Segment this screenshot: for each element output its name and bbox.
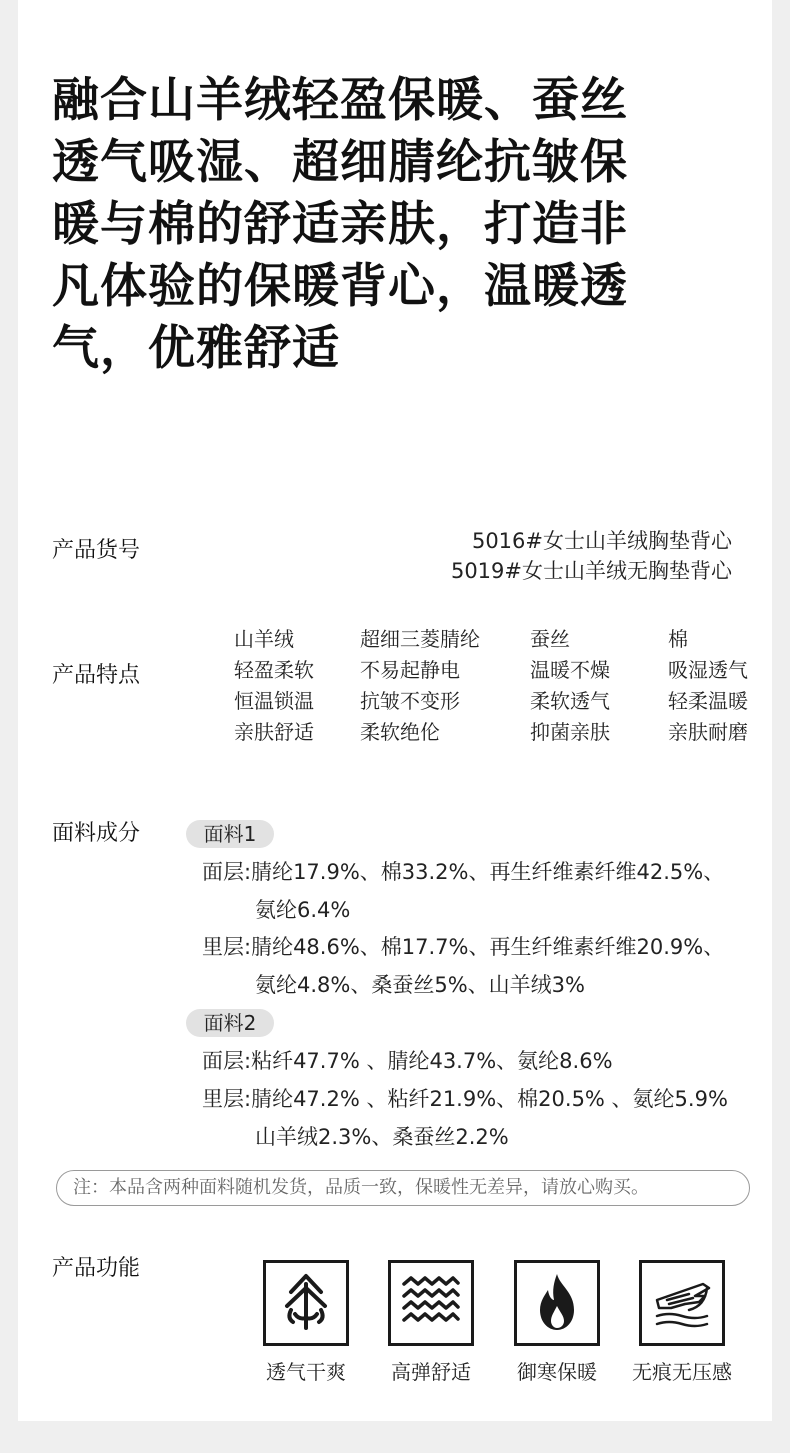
function-label: 透气干爽 <box>266 1360 346 1384</box>
shipping-note: 注：本品含两种面料随机发货，品质一致，保暖性无差异，请放心购买。 <box>56 1170 750 1206</box>
features-row <box>234 717 774 748</box>
feature-cell: 超细三菱腈纶 <box>360 627 480 651</box>
feature-cell: 不易起静电 <box>360 658 460 682</box>
features-row <box>234 686 774 717</box>
function-item <box>632 1260 737 1386</box>
feature-cell: 温暖不燥 <box>530 658 610 682</box>
sku-values <box>451 526 732 586</box>
feature-cell: 柔软绝伦 <box>360 720 440 744</box>
feature-cell: 蚕丝 <box>530 627 570 651</box>
function-item <box>263 1260 361 1386</box>
product-detail-card <box>18 0 772 1421</box>
fabric-2-line: 里层:腈纶47.2% 、粘纤21.9%、棉20.5% 、氨纶5.9% <box>202 1087 728 1111</box>
feature-cell: 棉 <box>668 627 688 651</box>
product-headline <box>52 70 752 380</box>
composition-label: 面料成分 <box>52 821 141 846</box>
fabric-1-line: 氨纶6.4% <box>255 898 351 922</box>
features-grid <box>234 624 774 748</box>
headline-line: 暖与棉的舒适亲肤，打造非 <box>52 197 628 252</box>
headline-line: 凡体验的保暖背心，温暖透 <box>52 259 628 314</box>
functions-label: 产品功能 <box>52 1256 141 1281</box>
feature-cell: 抗皱不变形 <box>360 689 460 713</box>
fabric-2-line: 山羊绒2.3%、桑蚕丝2.2% <box>255 1125 509 1149</box>
fabric-1-line: 里层:腈纶48.6%、棉17.7%、再生纤维素纤维20.9%、 <box>202 935 725 959</box>
fabric-1-tag: 面料1 <box>186 820 274 848</box>
fabric-2-tag: 面料2 <box>186 1009 274 1037</box>
features-row <box>234 655 774 686</box>
function-label: 无痕无压感 <box>632 1360 732 1384</box>
flame-icon <box>514 1260 600 1346</box>
feature-cell: 山羊绒 <box>234 627 294 651</box>
headline-line: 透气吸湿、超细腈纶抗皱保 <box>52 135 628 190</box>
feature-cell: 抑菌亲肤 <box>530 720 610 744</box>
sku-item: 5019#女士山羊绒无胸垫背心 <box>450 559 732 583</box>
function-label: 御寒保暖 <box>517 1360 597 1384</box>
function-item <box>388 1260 486 1386</box>
headline-line: 气，优雅舒适 <box>52 321 340 376</box>
feature-cell: 轻盈柔软 <box>234 658 314 682</box>
feature-cell: 轻柔温暖 <box>668 689 748 713</box>
feature-cell: 吸湿透气 <box>668 658 748 682</box>
headline-line: 融合山羊绒轻盈保暖、蚕丝 <box>52 73 628 128</box>
features-label: 产品特点 <box>52 663 141 688</box>
sku-label: 产品货号 <box>52 538 141 563</box>
breathable-icon <box>263 1260 349 1346</box>
feature-cell: 恒温锁温 <box>234 689 314 713</box>
traceless-hand-icon <box>639 1260 725 1346</box>
fabric-1-line: 面层:腈纶17.9%、棉33.2%、再生纤维素纤维42.5%、 <box>202 860 725 884</box>
function-label: 高弹舒适 <box>391 1360 471 1384</box>
function-item <box>514 1260 612 1386</box>
feature-cell: 亲肤耐磨 <box>668 720 748 744</box>
sku-item: 5016#女士山羊绒胸垫背心 <box>471 529 732 553</box>
feature-cell: 亲肤舒适 <box>234 720 314 744</box>
features-row <box>234 624 774 655</box>
fabric-1-line: 氨纶4.8%、桑蚕丝5%、山羊绒3% <box>255 973 585 997</box>
elastic-wave-icon <box>388 1260 474 1346</box>
feature-cell: 柔软透气 <box>530 689 610 713</box>
fabric-2-line: 面层:粘纤47.7% 、腈纶43.7%、氨纶8.6% <box>202 1049 613 1073</box>
